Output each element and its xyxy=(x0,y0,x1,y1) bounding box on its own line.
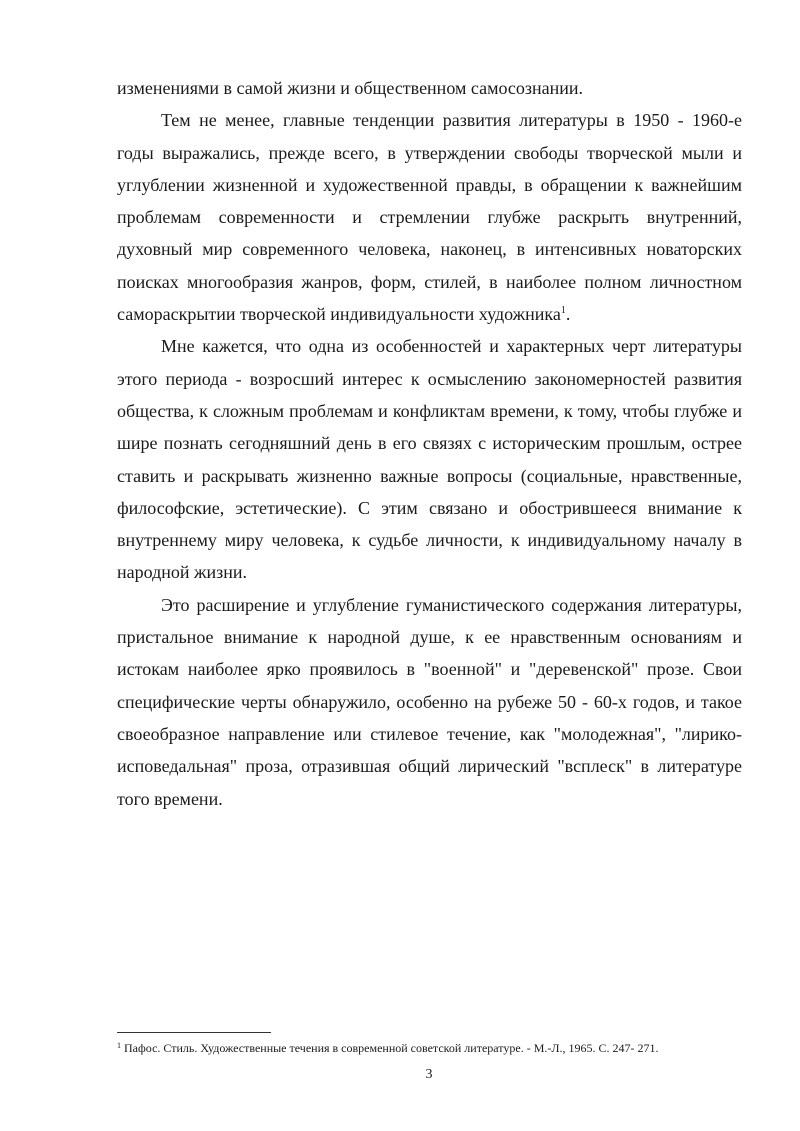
paragraph-1-text: изменениями в самой жизни и общественном самосознании. xyxy=(117,78,584,98)
paragraph-3-text: Мне кажется, что одна из особенностей и характерных черт литературы этого периода - возросший интерес к осмыслению закономерностей развития общества, к сложным проблемам и конфликтам времени, к тому, чтобы глубже и шире познать сегодняшний день в его связях с историческим прошлым, острее ставить и раскрывать жизненно важные вопросы (социальные, нравственные, философские, эстетические). С этим связано и обострившееся внимание к внутреннему миру человека, к судьбе личности, к индивидуальному началу в народной жизни. xyxy=(117,336,742,583)
paragraph-2 xyxy=(117,104,742,330)
page-number: 3 xyxy=(425,1067,433,1082)
paragraph-4 xyxy=(117,589,742,815)
footnote-mark: 1 xyxy=(117,1041,121,1050)
paragraph-2-tail: . xyxy=(565,304,571,325)
footnote-separator xyxy=(117,1032,271,1033)
footnote-reference[interactable]: 1 xyxy=(560,305,566,317)
footnote xyxy=(117,1040,757,1056)
paragraph-4-text: Это расширение и углубление гуманистического содержания литературы, пристальное внимание к народной душе, к ее нравственным основаниям и истокам наиболее ярко проявилось в "военной" и "деревенской" прозе. Свои специфические черты обнаружило, особенно на рубеже 50 - 60-х годов, и такое своеобразное направление или стилевое течение, как "молодежная", "лирико-исповедальная" проза, отразившая общий лирический "всплеск" в литературе того времени. xyxy=(117,594,742,809)
main-text xyxy=(117,72,742,815)
footnote-text: Пафос. Стиль. Художественные течения в современной советской литературе. - М.-Л., 1965. С. 247- 271. xyxy=(121,1041,659,1055)
paragraph-1 xyxy=(117,72,742,104)
paragraph-3 xyxy=(117,330,742,588)
paragraph-2-text: Тем не менее, главные тенденции развития литературы в 1950 - 1960-е годы выражались, прежде всего, в утверждении свободы творческой мыли и углублении жизненной и художественной правды, в обращении к важнейшим проблемам современности и стремлении глубже раскрыть внутренний, духовный мир современного человека, наконец, в интенсивных новаторских поисках многообразия жанров, форм, стилей, в наиболее полном личностном самораскрытии творческой индивидуальности художника xyxy=(117,110,742,325)
